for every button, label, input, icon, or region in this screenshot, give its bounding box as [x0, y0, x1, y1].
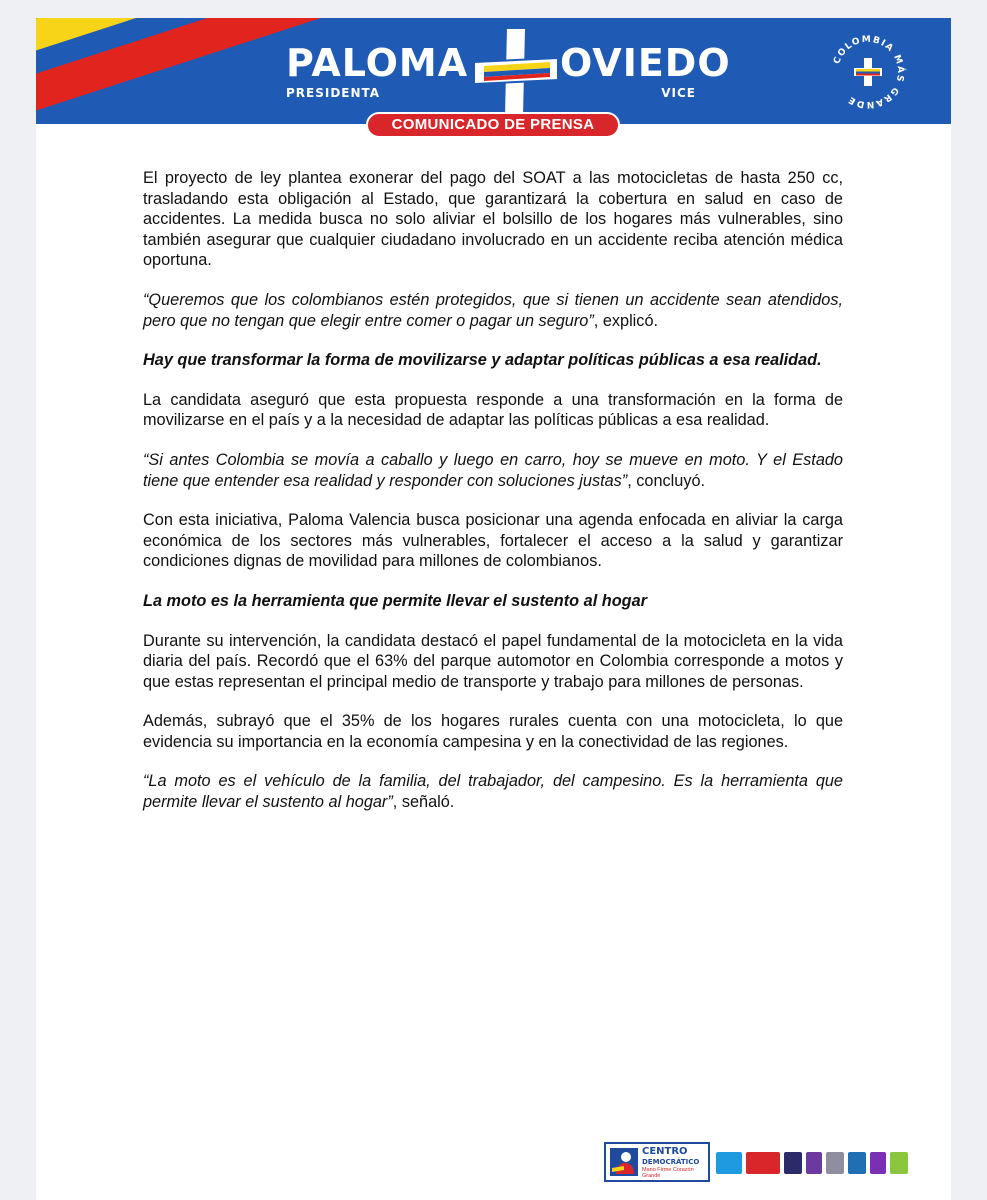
press-release-page [36, 18, 951, 1200]
seal-text: COLOMBIA MÁS GRANDE [832, 34, 906, 110]
quote-1-text: “Queremos que los colombianos estén protegidos, que si tienen un accidente sean atendidos, pero que no tengan que elegir entre comer o pagar un seguro” [143, 290, 843, 330]
quote-2-text: “Si antes Colombia se movía a caballo y luego en carro, hoy se mueve en moto. Y el Estado tiene que entender esa realidad y responder con soluciones justas” [143, 450, 843, 490]
quote-1 [143, 290, 843, 331]
centro-democratico-logo [604, 1142, 710, 1182]
header-banner [36, 18, 951, 124]
coalition-logo-7 [870, 1152, 886, 1174]
coalition-logo-4 [806, 1152, 822, 1174]
subheading-1: Hay que transformar la forma de movilizarse y adaptar políticas públicas a esa realidad. [143, 351, 822, 370]
vice-name: OVIEDO [560, 41, 731, 85]
party-name: CENTRO [642, 1146, 688, 1157]
quote-2-attribution: , concluyó. [627, 471, 706, 490]
press-release-body [143, 168, 843, 832]
quote-3-text: “La moto es el vehículo de la familia, del trabajador, del campesino. Es la herramienta que permite llevar el sustento al hogar” [143, 772, 843, 812]
footer-logos [604, 1142, 904, 1182]
quote-3 [143, 771, 843, 812]
paragraph-2: La candidata aseguró que esta propuesta responde a una transformación en la forma de movilizarse en el país y a la necesidad de adaptar las políticas públicas a esa realidad. [143, 390, 843, 430]
colombia-mas-grande-seal [828, 32, 908, 112]
president-role: PRESIDENTA [286, 86, 381, 100]
paragraph-1: El proyecto de ley plantea exonerar del pago del SOAT a las motocicletas de hasta 250 cc, trasladando esta obligación al Estado, que garantizará la cobertura en salud en caso de accidentes. La medida busca no solo aliviar el bolsillo de los hogares más vulnerables, sino también asegurar que cualquier ciudadano involucrado en un accidente reciba atención médica oportuna. [143, 169, 843, 270]
quote-2 [143, 450, 843, 491]
cross-logo-icon [470, 24, 562, 120]
paragraph-5: Además, subrayó que el 35% de los hogares rurales cuenta con una motocicleta, lo que evidencia su importancia en la economía campesina y en la conectividad de las regiones. [143, 712, 843, 751]
candidate-vice [560, 41, 731, 100]
paragraph-3: Con esta iniciativa, Paloma Valencia busca posicionar una agenda enfocada en aliviar la carga económica de los sectores más vulnerables, fortalecer el acceso a la salud y garantizar condiciones dignas de movilidad para millones de colombianos. [143, 511, 843, 571]
quote-1-attribution: , explicó. [593, 311, 659, 330]
centro-democratico-mark-icon [610, 1148, 638, 1176]
candidate-president [286, 41, 469, 100]
vice-role: VICE [661, 86, 696, 100]
press-release-badge: COMUNICADO DE PRENSA [366, 112, 620, 138]
quote-3-attribution: , señaló. [392, 793, 455, 812]
party-slogan: Mano Firme Corazón Grande [642, 1167, 694, 1179]
president-name: PALOMA [286, 41, 469, 85]
coalition-logo-3 [784, 1152, 802, 1174]
paragraph-4: Durante su intervención, la candidata destacó el papel fundamental de la motocicleta en la vida diaria del país. Recordó que el 63% del parque automotor en Colombia corresponde a motos y que estas representan el principal medio de transporte y trabajo para millones de personas. [143, 631, 843, 691]
subheading-2: La moto es la herramienta que permite llevar el sustento al hogar [143, 591, 647, 610]
coalition-logo-2 [746, 1152, 780, 1174]
coalition-logo-8 [890, 1152, 908, 1174]
party-name-2: DEMOCRÁTICO [642, 1158, 700, 1166]
coalition-logo-1 [716, 1152, 742, 1174]
coalition-logo-6 [848, 1152, 866, 1174]
coalition-logo-5 [826, 1152, 844, 1174]
